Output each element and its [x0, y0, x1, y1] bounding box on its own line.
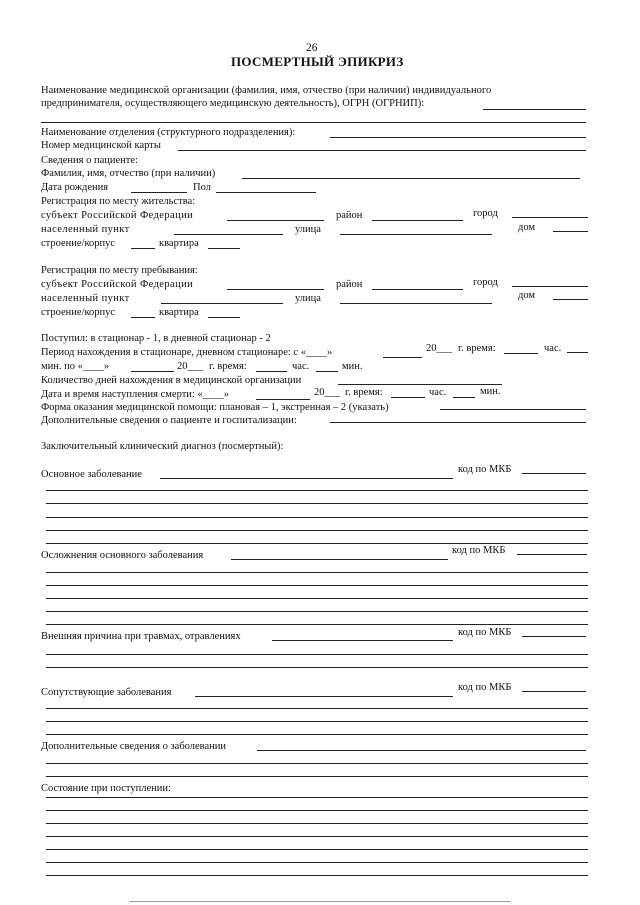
care-form-label: Форма оказания медицинской помощи: плановая – 1, экстренная – 2 (указать): [41, 402, 389, 413]
concomitant-field[interactable]: [195, 696, 453, 697]
residence-district-label: район: [336, 210, 363, 221]
external-cause-mkb-field[interactable]: [522, 636, 586, 637]
concomitant-label: Сопутствующие заболевания: [41, 687, 172, 698]
main-disease-line[interactable]: [46, 503, 588, 504]
period-from-minutes-field[interactable]: [567, 352, 588, 353]
main-disease-mkb-field[interactable]: [522, 473, 586, 474]
stay-house-field[interactable]: [553, 299, 588, 300]
stay-city-label: город: [473, 277, 498, 288]
stay-building-field[interactable]: [131, 317, 155, 318]
birth-date-label: Дата рождения: [41, 182, 109, 193]
fio-label: Фамилия, имя, отчество (при наличии): [41, 168, 216, 179]
admission-type-label: Поступил: в стационар - 1, в дневной стационар - 2: [41, 333, 271, 344]
period-to-label: мин. по «____»: [41, 361, 110, 372]
days-count-label: Количество дней нахождения в медицинской организации: [41, 375, 302, 386]
stay-district-field[interactable]: [372, 289, 463, 290]
stay-subject-label: субъект Российской Федерации: [41, 279, 194, 290]
department-field[interactable]: [330, 137, 586, 138]
admission-state-line[interactable]: [46, 797, 588, 798]
admission-state-line[interactable]: [46, 849, 588, 850]
admission-state-line[interactable]: [46, 810, 588, 811]
concomitant-line[interactable]: [46, 734, 588, 735]
external-cause-label: Внешняя причина при травмах, отравлениях: [41, 631, 241, 642]
concomitant-line[interactable]: [46, 721, 588, 722]
card-number-label: Номер медицинской карты: [41, 140, 161, 151]
stay-building-label: строение/корпус: [41, 307, 116, 318]
period-to-hours-label: час.: [292, 361, 310, 372]
period-from-month-field[interactable]: [383, 357, 422, 358]
residence-city-field[interactable]: [512, 217, 588, 218]
care-form-field[interactable]: [440, 409, 586, 410]
residence-house-label: дом: [518, 222, 536, 233]
extra-info-field[interactable]: [330, 422, 586, 423]
period-to-time-label: г. время:: [209, 361, 247, 372]
residence-district-field[interactable]: [372, 220, 463, 221]
residence-settlement-field[interactable]: [174, 234, 283, 235]
birth-date-field[interactable]: [131, 192, 187, 193]
complications-mkb-field[interactable]: [517, 554, 587, 555]
org-field-line2[interactable]: [41, 122, 586, 123]
main-disease-line[interactable]: [46, 517, 588, 518]
period-to-month-field[interactable]: [131, 371, 174, 372]
stay-street-field[interactable]: [340, 303, 492, 304]
external-cause-mkb-label: код по МКБ: [458, 627, 512, 638]
patient-info-heading: Сведения о пациенте:: [41, 155, 138, 166]
additional-info-field[interactable]: [257, 750, 586, 751]
period-from-time-label: г. время:: [458, 343, 496, 354]
org-label-line1: Наименование медицинской организации (фамилия, имя, отчество (при наличии) индивидуального: [41, 85, 492, 96]
complications-line[interactable]: [46, 572, 588, 573]
stay-apartment-field[interactable]: [208, 317, 240, 318]
residence-street-field[interactable]: [340, 234, 492, 235]
complications-line[interactable]: [46, 585, 588, 586]
admission-state-line[interactable]: [46, 862, 588, 863]
admission-state-line[interactable]: [46, 875, 588, 876]
external-cause-line[interactable]: [46, 654, 588, 655]
main-disease-field[interactable]: [160, 478, 453, 479]
stay-settlement-label: населенный пункт: [41, 293, 130, 304]
stay-heading: Регистрация по месту пребывания:: [41, 265, 198, 276]
main-disease-line[interactable]: [46, 490, 588, 491]
complications-line[interactable]: [46, 598, 588, 599]
concomitant-mkb-label: код по МКБ: [458, 682, 512, 693]
diagnosis-heading: Заключительный клинический диагноз (посмертный):: [41, 441, 284, 452]
residence-building-field[interactable]: [131, 248, 155, 249]
admission-state-line[interactable]: [46, 823, 588, 824]
main-disease-line[interactable]: [46, 530, 588, 531]
death-month-field[interactable]: [256, 399, 310, 400]
period-to-minutes-field[interactable]: [316, 371, 338, 372]
residence-apartment-field[interactable]: [208, 248, 240, 249]
complications-line[interactable]: [46, 624, 588, 625]
residence-house-field[interactable]: [553, 231, 588, 232]
stay-city-field[interactable]: [512, 286, 588, 287]
complications-label: Осложнения основного заболевания: [41, 550, 204, 561]
fio-field[interactable]: [242, 178, 580, 179]
admission-state-label: Состояние при поступлении:: [41, 783, 171, 794]
period-to-year: 20___: [177, 361, 204, 372]
department-label: Наименование отделения (структурного подразделения):: [41, 127, 296, 138]
stay-district-label: район: [336, 279, 363, 290]
sex-label: Пол: [193, 182, 211, 193]
additional-info-line[interactable]: [46, 776, 588, 777]
concomitant-line[interactable]: [46, 708, 588, 709]
main-disease-line[interactable]: [46, 543, 588, 544]
death-minutes-label: мин.: [480, 386, 501, 397]
period-from-year-label: 20___: [426, 343, 453, 354]
card-number-field[interactable]: [178, 150, 586, 151]
residence-apartment-label: квартира: [159, 238, 199, 249]
stay-settlement-field[interactable]: [161, 303, 283, 304]
period-hours-label: час.: [544, 343, 562, 354]
residence-settlement-label: населенный пункт: [41, 224, 130, 235]
residence-street-label: улица: [295, 224, 321, 235]
death-hours-label: час.: [429, 387, 447, 398]
complications-field[interactable]: [231, 559, 448, 560]
period-from-hours-field[interactable]: [504, 353, 538, 354]
residence-city-label: город: [473, 208, 498, 219]
period-to-minutes-label: мин.: [342, 361, 363, 372]
admission-state-line[interactable]: [46, 836, 588, 837]
residence-subject-field[interactable]: [227, 220, 324, 221]
residence-building-label: строение/корпус: [41, 238, 116, 249]
stay-house-label: дом: [518, 290, 536, 301]
period-to-hours-field[interactable]: [256, 371, 287, 372]
death-time-label: г. время:: [345, 387, 383, 398]
external-cause-line[interactable]: [46, 667, 588, 668]
main-disease-label: Основное заболевание: [41, 469, 142, 480]
complications-line[interactable]: [46, 611, 588, 612]
residence-subject-label: субъект Российской Федерации: [41, 210, 194, 221]
stay-apartment-label: квартира: [159, 307, 199, 318]
additional-info-label: Дополнительные сведения о заболевании: [41, 741, 227, 752]
org-field[interactable]: [483, 109, 586, 110]
death-year-label: 20___: [314, 387, 341, 398]
death-minutes-field[interactable]: [453, 397, 475, 398]
period-from-label: Период нахождения в стационаре, дневном стационаре: с «____»: [41, 347, 333, 358]
external-cause-field[interactable]: [272, 640, 453, 641]
death-hours-field[interactable]: [391, 397, 425, 398]
main-disease-mkb-label: код по МКБ: [458, 464, 512, 475]
stay-subject-field[interactable]: [227, 289, 324, 290]
page-number: 26: [306, 42, 318, 54]
complications-mkb-label: код по МКБ: [452, 545, 506, 556]
extra-info-label: Дополнительные сведения о пациенте и госпитализации:: [41, 415, 297, 426]
concomitant-mkb-field[interactable]: [522, 691, 586, 692]
org-label-line2: предпринимателя, осуществляющего медицинскую деятельность), ОГРН (ОГРНИП):: [41, 98, 425, 109]
residence-heading: Регистрация по месту жительства:: [41, 196, 196, 207]
sex-field[interactable]: [216, 192, 316, 193]
document-title: ПОСМЕРТНЫЙ ЭПИКРИЗ: [231, 54, 404, 69]
additional-info-line[interactable]: [46, 763, 588, 764]
death-date-label: Дата и время наступления смерти: «____»: [41, 389, 229, 400]
days-count-field[interactable]: [338, 384, 502, 385]
stay-street-label: улица: [295, 293, 321, 304]
page-bottom-edge: [130, 901, 510, 902]
